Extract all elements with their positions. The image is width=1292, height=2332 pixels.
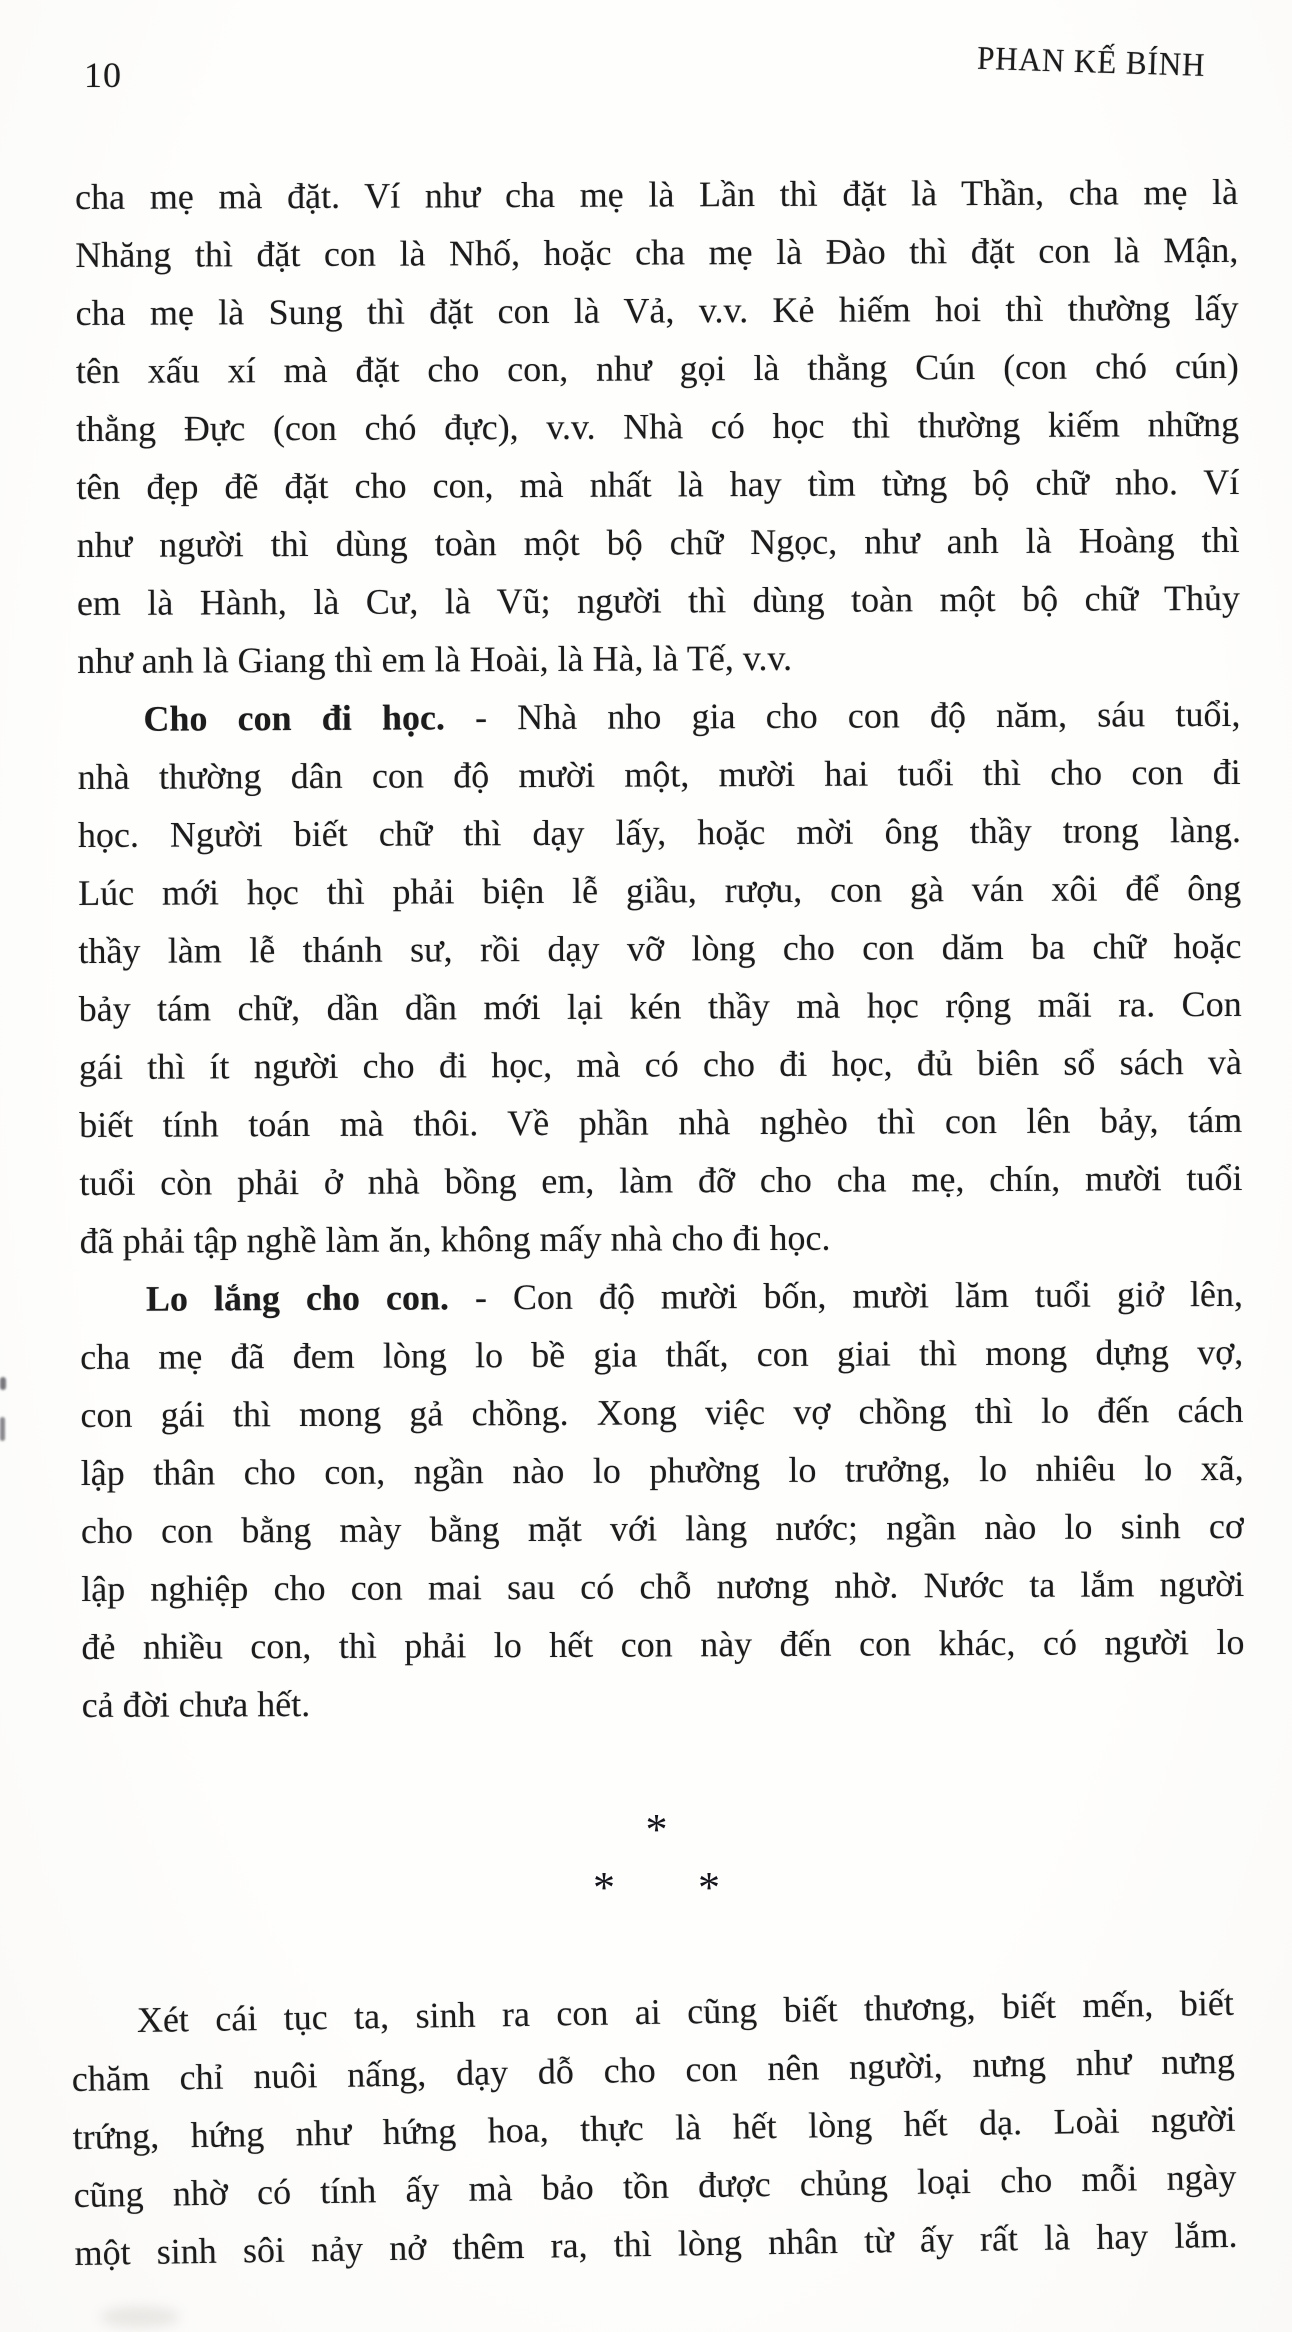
text-line: như anh là Giang thì em là Hoài, là Hà, là Tế, v.v. xyxy=(77,637,793,681)
text-line: một sinh sôi nảy nở thêm ra, thì lòng nhân từ ấy rất là hay lắm. xyxy=(74,2214,1238,2274)
asterisk: * xyxy=(698,1863,720,1912)
para-xet-cai-tuc-ta xyxy=(70,1974,1237,2282)
text-line: tên xấu xí mà đặt cho con, như gọi là thằng Cún (con chó cún) xyxy=(75,345,1239,391)
text-line: Cho con đi học. - Nhà nho gia cho con độ năm, sáu tuổi, xyxy=(143,693,1241,739)
text-line: đẻ nhiều con, thì phải lo hết con này đến con khác, có người lo xyxy=(81,1621,1245,1667)
divider-row-top xyxy=(75,1801,1238,1859)
para-cho-con-di-hoc xyxy=(77,685,1243,1270)
asterisk: * xyxy=(593,1863,615,1912)
asterisk: * xyxy=(645,1805,668,1854)
text-line: tên đẹp đẽ đặt cho con, mà nhất là hay tìm từng bộ chữ nho. Ví xyxy=(76,461,1240,507)
page-number: 10 xyxy=(84,55,122,95)
text-line: như người thì dùng toàn một bộ chữ Ngọc, như anh là Hoàng thì xyxy=(76,519,1240,565)
text-line: chăm chỉ nuôi nấng, dạy dỗ cho con nên người, nưng như nưng xyxy=(71,2040,1235,2100)
section-divider xyxy=(75,1801,1238,1917)
running-header-author: PHAN KẾ BÍNH xyxy=(976,40,1206,84)
text-line: cha mẹ là Sung thì đặt con là Vả, v.v. Kẻ hiếm hoi thì thường lấy xyxy=(75,287,1239,333)
body-text xyxy=(75,163,1245,1734)
paragraph-lead: Lo lắng cho con. xyxy=(145,1277,450,1319)
text-line: cả đời chưa hết. xyxy=(81,1683,311,1725)
text-line: đã phải tập nghề làm ăn, không mấy nhà cho đi học. xyxy=(79,1217,831,1261)
text-line: Xét cái tục ta, sinh ra con ai cũng biết thương, biết mến, biết xyxy=(136,1982,1235,2040)
text-line: Lo lắng cho con. - Con độ mười bốn, mười lăm tuổi giở lên, xyxy=(145,1273,1243,1319)
text-line: cho con bằng mày bằng mặt với làng nước; ngần nào lo sinh cơ xyxy=(80,1505,1245,1551)
text-line: trứng, hứng như hứng hoa, thực là hết lòng hết dạ. Loài người xyxy=(72,2098,1236,2158)
scan-artifact xyxy=(0,1417,5,1441)
para-naming-children xyxy=(75,163,1240,690)
text-line: Nhăng thì đặt con là Nhố, hoặc cha mẹ là Đào thì đặt con là Mận, xyxy=(75,229,1239,275)
text-line: bảy tám chữ, dần dần mới lại kén thầy mà học rộng mãi ra. Con xyxy=(78,983,1242,1029)
text-line: cũng nhờ có tính ấy mà bảo tồn được chủng loại cho mỗi ngày xyxy=(73,2156,1237,2216)
scan-artifact xyxy=(100,2306,180,2328)
text-line: học. Người biết chữ thì dạy lấy, hoặc mời ông thầy trong làng. xyxy=(77,809,1241,855)
scan-artifact xyxy=(0,1377,6,1390)
body-text-after-divider xyxy=(70,1974,1237,2282)
text-line: con gái thì mong gả chồng. Xong việc vợ chồng thì lo đến cách xyxy=(80,1389,1244,1435)
divider-row-bottom xyxy=(75,1859,1238,1917)
text-line: lập nghiệp cho con mai sau có chỗ nương nhờ. Nước ta lắm người xyxy=(81,1563,1245,1609)
text-line: cha mẹ mà đặt. Ví như cha mẹ là Lần thì đặt là Thần, cha mẹ là xyxy=(75,171,1239,217)
text-line: thầy làm lễ thánh sư, rồi dạy vỡ lòng cho con dăm ba chữ hoặc xyxy=(78,925,1242,971)
text-line: thằng Đực (con chó đực), v.v. Nhà có học thì thường kiếm những xyxy=(76,403,1240,449)
text-line: biết tính toán mà thôi. Về phần nhà nghèo thì con lên bảy, tám xyxy=(79,1099,1243,1145)
para-lo-lang-cho-con xyxy=(80,1265,1245,1734)
text-line: nhà thường dân con độ mười một, mười hai tuổi thì cho con đi xyxy=(77,751,1241,797)
text-line: Lúc mới học thì phải biện lễ giầu, rượu, con gà ván xôi để ông xyxy=(78,867,1242,913)
text-line: gái thì ít người cho đi học, mà có cho đi học, đủ biên sổ sách và xyxy=(78,1041,1242,1087)
text-line: cha mẹ đã đem lòng lo bề gia thất, con giai thì mong dựng vợ, xyxy=(80,1331,1244,1377)
text-line: lập thân cho con, ngần nào lo phường lo trưởng, lo nhiêu lo xã, xyxy=(80,1447,1244,1493)
text-line: em là Hành, là Cư, là Vũ; người thì dùng toàn một bộ chữ Thủy xyxy=(76,577,1240,623)
paragraph-lead: Cho con đi học. xyxy=(143,697,446,739)
text-column xyxy=(71,168,1245,2282)
text-line: tuổi còn phải ở nhà bồng em, làm đỡ cho cha mẹ, chín, mười tuổi xyxy=(79,1157,1243,1203)
